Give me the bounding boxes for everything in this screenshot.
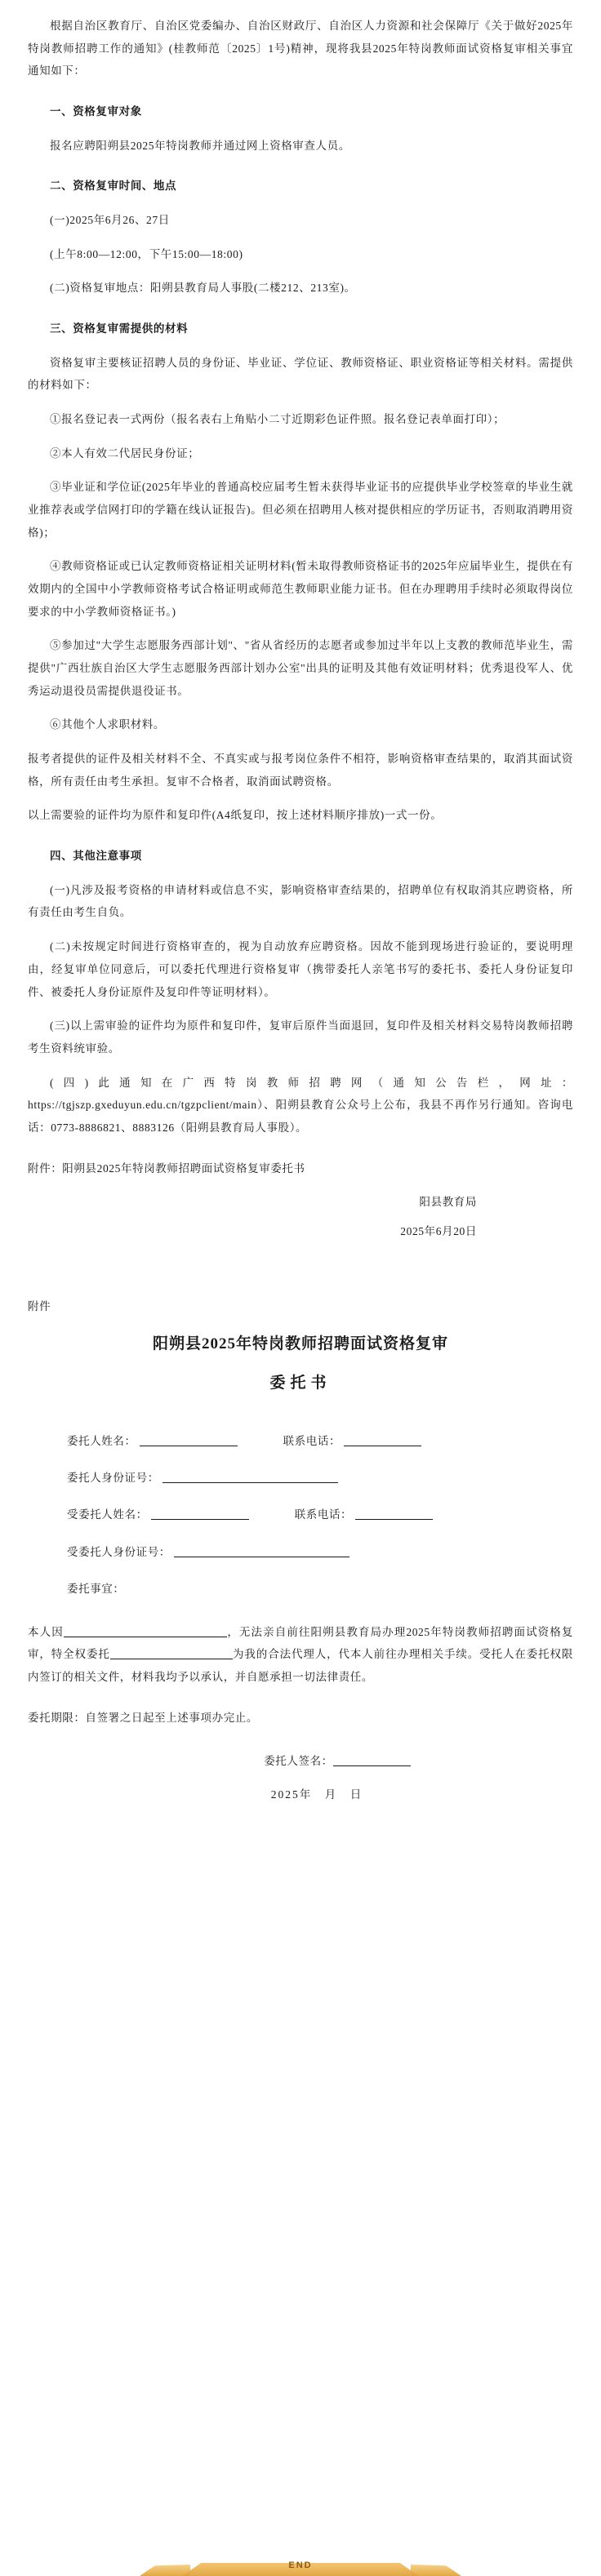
label-matter: 委托事宜： — [67, 1582, 125, 1595]
section-heading-4: 四、其他注意事项 — [50, 850, 142, 863]
signature-org: 阳县教育局 — [419, 1196, 477, 1209]
section-2-paragraph-1: (一)2025年6月26、27日 — [50, 214, 170, 227]
input-trustee-id[interactable] — [174, 1545, 349, 1557]
body-part-3: 为我的合法代理人，代本人前往办理相关手续。受托人在委托权限内签订的相关文件，材料我均予以承认，并自愿承担一切法律责任。 — [28, 1648, 574, 1684]
section-3-item-1: ①报名登记表一式两份（报名表右上角贴小二寸近期彩色证件照。报名登记表单面打印）； — [50, 413, 505, 426]
section-3-item-2: ②本人有效二代居民身份证； — [50, 446, 200, 460]
attachment-body — [28, 1621, 573, 1689]
input-entrustor-id[interactable] — [162, 1472, 338, 1484]
section-3-note-1: 报考者提供的证件及相关材料不全、不真实或与报考岗位条件不相符，影响资格审查结果的，取消其面试资格，所有责任由考生承担。复审不合格者，取消面试聘资格。 — [28, 753, 573, 788]
label-entrustor-name: 委托人姓名： — [67, 1435, 136, 1448]
ribbon-right-wing-icon — [411, 2565, 461, 2576]
field-row-trustee-name — [28, 1500, 573, 1529]
input-entrustor-phone[interactable] — [344, 1435, 421, 1447]
signature-block — [28, 1191, 573, 1242]
section-heading-2: 二、资格复审时间、地点 — [50, 180, 177, 193]
ribbon-left-wing-icon — [140, 2565, 190, 2576]
label-trustee-phone: 联系电话： — [294, 1508, 353, 1521]
label-trustee-name: 受委托人姓名： — [67, 1508, 148, 1521]
input-trustee-phone[interactable] — [355, 1508, 433, 1521]
input-reason[interactable] — [64, 1625, 227, 1637]
input-trustee-ref[interactable] — [110, 1648, 233, 1660]
body-part-2: ，无法亲自前往阳朔县教育局办理2025年特岗教师招聘面试资格复审，特全权委托 — [28, 1625, 573, 1661]
section-3-item-6: ⑥其他个人求职材料。 — [50, 718, 165, 731]
attachment-note: 附件：阳朔县2025年特岗教师招聘面试资格复审委托书 — [28, 1161, 305, 1175]
signature-row — [28, 1747, 573, 1775]
section-2-paragraph-2: (上午8:00—12:00，下午15:00—18:00) — [50, 247, 243, 260]
field-row-trustee-id — [28, 1538, 573, 1566]
signature-date: 2025年6月20日 — [400, 1224, 477, 1237]
attachment-date-line: 2025年 月 日 — [270, 1788, 363, 1801]
input-trustee-name[interactable] — [151, 1508, 249, 1521]
label-entrustor-phone: 联系电话： — [283, 1435, 341, 1448]
section-3-item-3: ③毕业证和学位证(2025年毕业的普通高校应届考生暂未获得毕业证书的应提供毕业学校签章的毕业生就业推荐表或学信网打印的学籍在线认证报告)。但必须在招聘用人核对提供相应的学历证书，否则取消聘用资格)； — [28, 481, 573, 539]
input-entrustor-name[interactable] — [140, 1435, 238, 1447]
section-3-note-2: 以上需要验的证件均为原件和复印件(A4纸复印，按上述材料顺序排放)一式一份。 — [28, 809, 443, 822]
section-2-paragraph-3: (二)资格复审地点：阳朔县教育局人事股(二楼212、213室)。 — [50, 282, 356, 295]
section-3-item-5: ⑤参加过"大学生志愿服务西部计划"、"省从省经历的志愿者或参加过半年以上支教的教师范毕业生，需提供"广西壮族自治区大学生志愿服务西部计划办公室"出具的证明及其他有效证明材料；优秀退役军人、优秀运动退役员需提供退役证书。 — [28, 639, 573, 697]
end-label: END — [288, 2560, 313, 2570]
section-heading-1: 一、资格复审对象 — [50, 105, 142, 118]
label-trustee-id: 受委托人身份证号： — [67, 1545, 171, 1558]
term-label: 委托期限：自签署之日起至上述事项办完止。 — [28, 1711, 258, 1724]
label-signature: 委托人签名： — [264, 1755, 333, 1768]
field-row-matter — [28, 1574, 573, 1603]
section-heading-3: 三、资格复审需提供的材料 — [50, 322, 189, 335]
attachment-label: 附件 — [28, 1299, 51, 1312]
attachment-title-line1: 阳朔县2025年特岗教师招聘面试资格复审 — [152, 1335, 448, 1353]
field-row-entrustor-name — [28, 1427, 573, 1455]
label-entrustor-id: 委托人身份证号： — [67, 1472, 159, 1485]
intro-paragraph: 根据自治区教育厅、自治区党委编办、自治区财政厅、自治区人力资源和社会保障厅《关于做好2025年特岗教师招聘工作的通知》(桂教师范〔2025〕1号)精神，现将我县2025年特岗教师面试资格复审相关事宜通知如下： — [28, 20, 573, 78]
section-3-item-4: ④教师资格证或已认定教师资格证相关证明材料(暂未取得教师资格证书的2025年应届毕业生，提供在有效期内的全国中小学教师资格考试合格证明或师范生教师职业能力证书。但在办理聘用手续时必须取得岗位要求的中小学教师资格证书。) — [28, 560, 573, 618]
ribbon-graphic — [182, 2555, 419, 2576]
section-4-item-4: (四)此通知在广西特岗教师招聘网（通知公告栏，网址：https://tgjszp.gxeduyun.edu.cn/tgzpclient/main）、阳朔县教育公众号上公布，我县不再作另行通知。咨询电话：0773-8886821、8883126（阳朔县教育局人事股）。 — [28, 1076, 573, 1134]
section-4-item-3: (三)以上需审验的证件均为原件和复印件，复审后原件当面退回，复印件及相关材料交易特岗教师招聘考生资料统审验。 — [28, 1019, 573, 1055]
attachment-title-line2: 委托书 — [269, 1375, 332, 1392]
body-part-1: 本人因 — [28, 1625, 64, 1638]
section-1-paragraph-1: 报名应聘阳朔县2025年特岗教师并通过网上资格审查人员。 — [50, 139, 350, 152]
section-4-item-2: (二)未按规定时间进行资格审查的，视为自动放弃应聘资格。因故不能到现场进行验证的，要说明理由，经复审单位同意后，可以委托代理进行资格复审（携带委托人亲笔书写的委托书、委托人身份证复印件、被委托人身份证原件及复印件等证明材料）。 — [28, 940, 573, 998]
footer-end-badge — [0, 2553, 601, 2576]
input-signature[interactable] — [333, 1755, 411, 1767]
section-3-paragraph-1: 资格复审主要核证招聘人员的身份证、毕业证、学位证、教师资格证、职业资格证等相关材料。需提供的材料如下： — [28, 356, 573, 392]
field-row-entrustor-id — [28, 1463, 573, 1492]
section-4-item-1: (一)凡涉及报考资格的申请材料或信息不实，影响资格审查结果的，招聘单位有权取消其应聘资格，所有责任由考生自负。 — [28, 883, 573, 919]
